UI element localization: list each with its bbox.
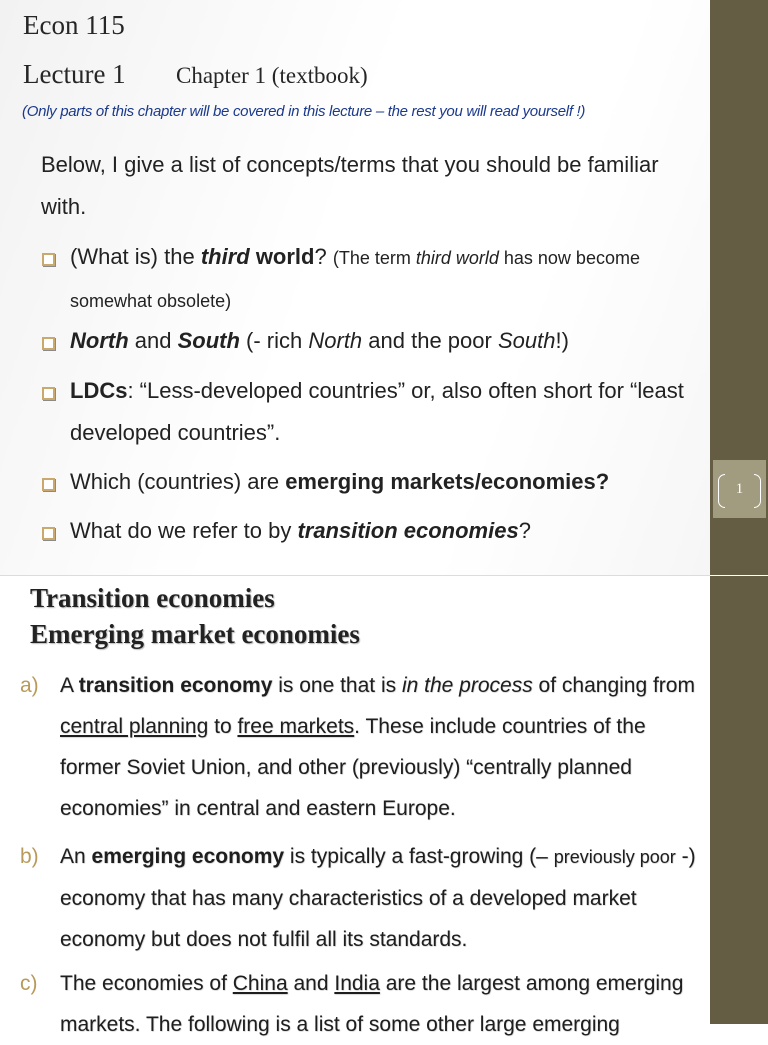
text-run: and — [128, 328, 178, 353]
chapter-note: (Only parts of this chapter will be covered in this lecture – the rest you will read yourself !) — [22, 103, 586, 120]
text-run: China — [232, 972, 288, 995]
text-run: : “Less-developed countries” or, also often short for “least developed countries”. — [70, 378, 684, 445]
list-item-text — [60, 836, 700, 960]
text-run: ? — [314, 244, 333, 269]
text-run: -) economy that has many characteristics of a developed market economy but does not fulfil all its standards. — [60, 845, 696, 951]
list-item-text — [60, 963, 700, 1045]
text-run: third world — [415, 248, 499, 268]
text-run: Which (countries) are — [70, 469, 286, 494]
text-run: third — [200, 244, 250, 269]
chapter-title: Chapter 1 (textbook) — [176, 63, 368, 88]
list-marker: b) — [20, 845, 39, 868]
list-item-text — [60, 665, 700, 829]
slide-sidebar — [710, 576, 768, 1024]
bullet-text — [70, 461, 690, 503]
text-run: (What is) the — [70, 244, 201, 269]
text-run: !) — [555, 328, 569, 353]
bullet-text — [70, 320, 690, 362]
checkbox-bullet-icon — [42, 253, 55, 266]
slide-title: Transition economies — [30, 583, 275, 613]
text-run: An — [60, 845, 92, 868]
text-run: transition economies — [297, 518, 519, 543]
text-run: North — [70, 328, 129, 353]
page-number: 1 — [735, 481, 744, 497]
right-bracket-icon — [754, 474, 761, 508]
text-run: is typically a fast-growing (– — [284, 845, 554, 868]
text-run: previously poor — [553, 847, 676, 867]
text-run: A — [60, 674, 79, 697]
bullet-text — [70, 370, 690, 454]
text-run: The economies of — [60, 972, 233, 995]
text-run: South — [497, 328, 556, 353]
list-marker: c) — [20, 972, 38, 995]
checkbox-bullet-icon — [42, 387, 55, 400]
text-run: What do we refer to by — [70, 518, 298, 543]
lecture-title: Lecture 1 — [23, 59, 126, 89]
text-run: transition economy — [78, 674, 273, 697]
text-run: to — [208, 715, 238, 738]
text-run: world — [249, 244, 315, 269]
slide-subtitle: Emerging market economies — [30, 619, 360, 649]
text-run: India — [334, 972, 380, 995]
text-run: North — [308, 328, 363, 353]
page-number-badge — [713, 460, 766, 518]
text-run: in the process — [401, 674, 533, 697]
text-run: of changing from — [532, 674, 695, 697]
text-run: are the largest among emerging markets. The following is a list of some other large emerging — [60, 972, 684, 1036]
text-run: central planning — [60, 715, 209, 738]
list-marker: a) — [20, 674, 39, 697]
text-run: emerging markets/economies? — [285, 469, 610, 494]
text-run: free markets — [237, 715, 355, 738]
text-run: (- rich — [239, 328, 309, 353]
text-run: LDCs — [70, 378, 128, 403]
text-run: and — [287, 972, 335, 995]
course-title: Econ 115 — [23, 10, 125, 40]
intro-text: Below, I give a list of concepts/terms that you should be familiar with. — [41, 152, 659, 219]
text-run: ? — [518, 518, 531, 543]
checkbox-bullet-icon — [42, 527, 55, 540]
text-run: is one that is — [272, 674, 402, 697]
checkbox-bullet-icon — [42, 337, 55, 350]
checkbox-bullet-icon — [42, 478, 55, 491]
text-run: has now become somewhat obsolete) — [70, 248, 640, 311]
bullet-text — [70, 236, 690, 322]
text-run: emerging economy — [91, 845, 285, 868]
text-run: (The term — [332, 248, 416, 268]
bullet-text — [70, 510, 690, 552]
text-run: South — [177, 328, 240, 353]
text-run: and the poor — [362, 328, 498, 353]
text-run: . These include countries of the former Soviet Union, and other (previously) “centrally planned economies” in central and eastern Europe. — [60, 715, 646, 820]
